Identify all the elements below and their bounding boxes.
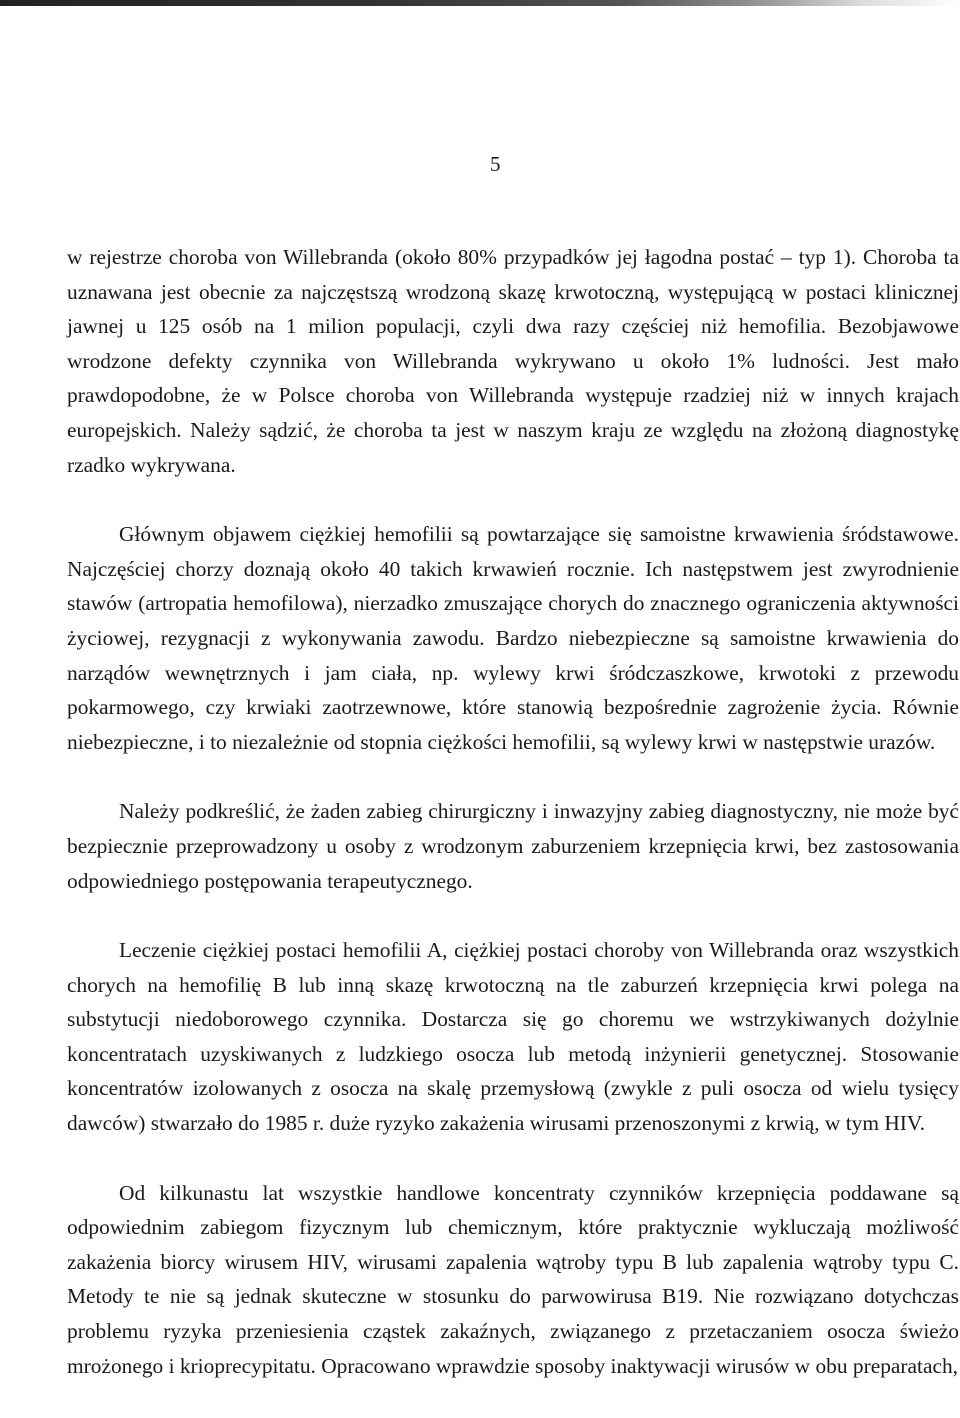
paragraph-hemophilia-symptoms: Głównym objawem ciężkiej hemofilii są powtarzające się samoistne krwawienia śródstawowe. Najczęściej chorzy doznają około 40 takich krwawień rocznie. Ich następstwem jest zwyrodnienie stawów (artropatia hemofilowa), nierzadko zmuszające chorych do znacznego ograniczenia aktywności życiowej, rezygnacji z wykonywania zawodu. Bardzo niebezpieczne są samoistne krwawienia do narządów wewnętrznych i jam ciała, np. wylewy krwi śródczaszkowe, krwotoki z przewodu pokarmowego, czy krwiaki zaotrzewnowe, które stanowią bezpośrednie zagrożenie życia. Równie niebezpieczne, i to niezależnie od stopnia ciężkości hemofilii, są wylewy krwi w następstwie urazów. (67, 522, 959, 754)
paragraph-surgery-warning: Należy podkreślić, że żaden zabieg chirurgiczny i inwazyjny zabieg diagnostyczny, nie może być bezpiecznie przeprowadzony u osoby z wrodzonym zaburzeniem krzepnięcia krwi, bez zastosowania odpowiedniego postępowania terapeutycznego. (67, 799, 959, 893)
paragraph-treatment: Leczenie ciężkiej postaci hemofilii A, ciężkiej postaci choroby von Willebranda oraz wszystkich chorych na hemofilię B lub inną skazę krwotoczną na tle zaburzeń krzepnięcia krwi polega na substytucji niedoborowego czynnika. Dostarcza się go choremu we wstrzykiwanych dożylnie koncentratach uzyskiwanych z ludzkiego osocza lub metodą inżynierii genetycznej. Stosowanie koncentratów izolowanych z osocza na skalę przemysłową (zwykle z puli osocza od wielu tysięcy dawców) stwarzało do 1985 r. duże ryzyko zakażenia wirusami przenoszonymi z krwią, w tym HIV. (67, 938, 959, 1136)
top-scan-rule (0, 0, 960, 6)
paragraph-virus-inactivation: Od kilkunastu lat wszystkie handlowe koncentraty czynników krzepnięcia poddawane są odpowiednim zabiegom fizycznym lub chemicznym, które praktycznie wykluczają możliwość zakażenia biorcy wirusem HIV, wirusami zapalenia wątroby typu B lub zapalenia wątroby typu C. Metody te nie są jednak skuteczne w stosunku do parwowirusa B19. Nie rozwiązano dotychczas problemu ryzyka przeniesienia cząstek zakaźnych, związanego z przetaczaniem osocza świeżo mrożonego i krioprecypitatu. Opracowano wprawdzie sposoby inaktywacji wirusów w obu preparatach, (67, 1180, 959, 1378)
page-number: 5 (490, 152, 501, 176)
paragraph-continuation: w rejestrze choroba von Willebranda (około 80% przypadków jej łagodna postać – typ 1). Choroba ta uznawana jest obecnie za najczęstszą wrodzoną skazę krwotoczną, występującą w postaci klinicznej jawnej u 125 osób na 1 milion populacji, czyli dwa razy częściej niż hemofilia. Bezobjawowe wrodzone defekty czynnika von Willebranda wykrywano u około 1% ludności. Jest mało prawdopodobne, że w Polsce choroba von Willebranda występuje rzadziej niż w innych krajach europejskich. Należy sądzić, że choroba ta jest w naszym kraju ze względu na złożoną diagnostykę rzadko wykrywana. (67, 245, 959, 477)
document-body (67, 240, 959, 1418)
